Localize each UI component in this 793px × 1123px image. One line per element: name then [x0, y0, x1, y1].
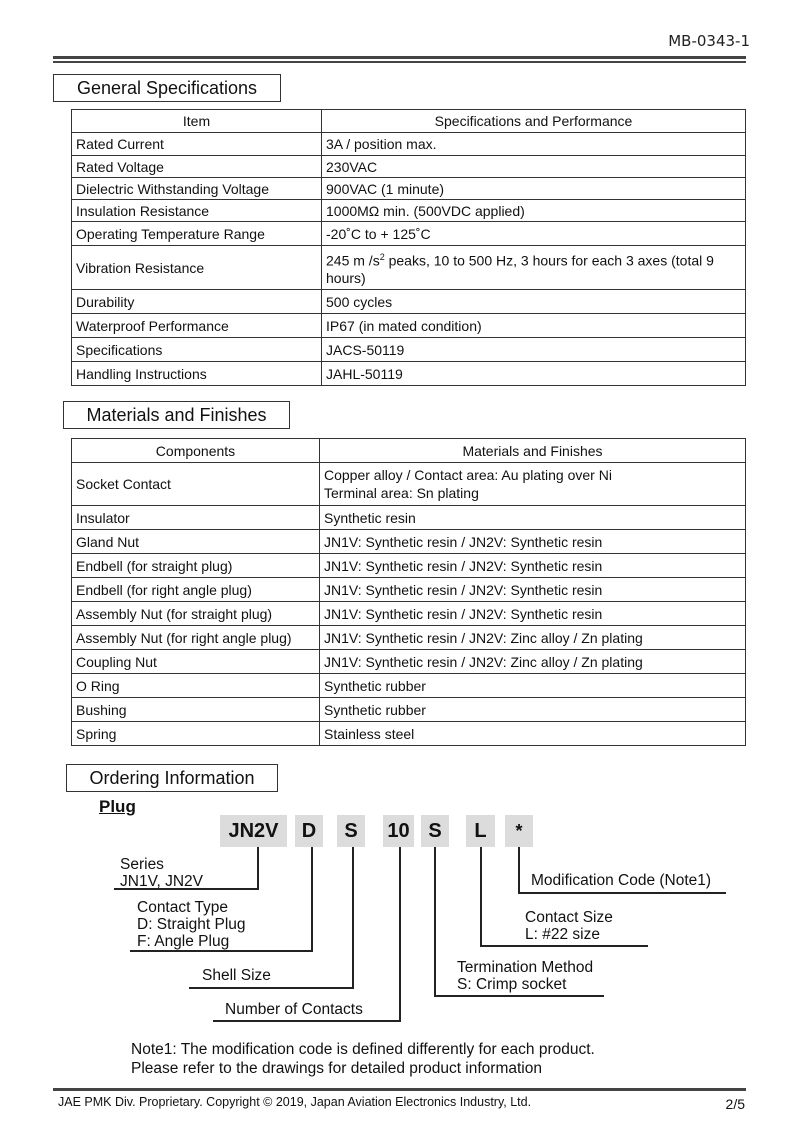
material-value: JN1V: Synthetic resin / JN2V: Zinc alloy / Zn plating — [320, 626, 746, 650]
table-row — [72, 626, 746, 650]
spec-item: Specifications — [72, 338, 322, 362]
code-contact-size: L — [466, 815, 495, 847]
connector-line-contact-size — [480, 945, 648, 947]
column-header: Specifications and Performance — [322, 110, 746, 133]
table-row — [72, 178, 746, 200]
footer-rule — [53, 1088, 746, 1091]
table-row — [72, 290, 746, 314]
spec-item: Insulation Resistance — [72, 200, 322, 222]
document-id: MB-0343-1 — [668, 32, 750, 50]
connector-line-shell-size — [352, 847, 354, 988]
spec-item: Rated Current — [72, 133, 322, 156]
material-value: Synthetic resin — [320, 506, 746, 530]
spec-value: 3A / position max. — [322, 133, 746, 156]
label-line: L: #22 size — [525, 926, 600, 943]
label-line: Termination Method — [457, 959, 594, 976]
section-title-ordering-information — [66, 764, 278, 792]
connector-line-termination-method — [434, 995, 604, 997]
component-name: Assembly Nut (for straight plug) — [72, 602, 320, 626]
component-name: Spring — [72, 722, 320, 746]
connector-line-contact-type — [130, 950, 313, 952]
spec-value: 1000MΩ min. (500VDC applied) — [322, 200, 746, 222]
spec-item: Durability — [72, 290, 322, 314]
component-name: Socket Contact — [72, 463, 320, 506]
spec-item: Operating Temperature Range — [72, 222, 322, 246]
label-series — [120, 856, 203, 890]
ordering-note — [131, 1040, 595, 1078]
material-line: Copper alloy / Contact area: Au plating over Ni — [324, 467, 612, 483]
component-name: Insulator — [72, 506, 320, 530]
label-line: Contact Type — [137, 899, 229, 916]
connector-line-shell-size — [189, 987, 354, 989]
table-row — [72, 578, 746, 602]
footer-copyright: JAE PMK Div. Proprietary. Copyright © 2019, Japan Aviation Electronics Industry, Ltd. — [58, 1095, 532, 1109]
component-name: O Ring — [72, 674, 320, 698]
connector-line-number-of-contacts — [399, 847, 401, 1021]
section-title-text: General Specifications — [76, 77, 258, 98]
section-title-text: Materials and Finishes — [86, 404, 267, 425]
label-line: S: Crimp socket — [457, 976, 567, 993]
spec-value — [322, 246, 746, 290]
connector-line-modification-code — [518, 847, 520, 893]
spec-item: Vibration Resistance — [72, 246, 322, 290]
component-name: Coupling Nut — [72, 650, 320, 674]
connector-line-termination-method — [434, 847, 436, 996]
spec-value-part: 245 m /s — [326, 252, 380, 269]
connector-line-modification-code — [518, 892, 726, 894]
label-termination-method — [457, 959, 593, 993]
spec-value: -20˚C to + 125˚C — [322, 222, 746, 246]
component-name: Assembly Nut (for right angle plug) — [72, 626, 320, 650]
section-title-text: Ordering Information — [89, 767, 255, 788]
component-name: Bushing — [72, 698, 320, 722]
label-line: F: Angle Plug — [137, 933, 230, 950]
section-title-general-specifications — [53, 74, 281, 102]
table-row — [72, 602, 746, 626]
spec-value: 500 cycles — [322, 290, 746, 314]
column-header: Materials and Finishes — [320, 439, 746, 463]
material-line: Terminal area: Sn plating — [324, 485, 479, 501]
connector-line-series — [257, 847, 259, 889]
spec-value-part: peaks, 10 to 500 Hz, 3 hours for each 3 axes (total 9 hours) — [326, 252, 714, 287]
table-row — [72, 156, 746, 178]
label-contact-type — [137, 899, 246, 950]
material-value: JN1V: Synthetic resin / JN2V: Synthetic resin — [320, 530, 746, 554]
code-shell-size: S — [337, 815, 365, 847]
label-line: Shell Size — [202, 967, 271, 984]
table-header-row — [72, 110, 746, 133]
table-row — [72, 674, 746, 698]
connector-line-number-of-contacts — [213, 1020, 401, 1022]
connector-line-contact-size — [480, 847, 482, 946]
component-name: Gland Nut — [72, 530, 320, 554]
header-rule-secondary — [53, 61, 746, 63]
connector-line-contact-type — [311, 847, 313, 951]
column-header: Components — [72, 439, 320, 463]
column-header: Item — [72, 110, 322, 133]
material-value: JN1V: Synthetic resin / JN2V: Synthetic resin — [320, 578, 746, 602]
table-row — [72, 650, 746, 674]
label-shell-size — [202, 967, 271, 984]
section-title-materials-and-finishes — [63, 401, 290, 429]
code-number-of-contacts: 10 — [383, 815, 414, 847]
spec-value: JACS-50119 — [322, 338, 746, 362]
table-row — [72, 222, 746, 246]
note-line: Please refer to the drawings for detailed product information — [131, 1060, 542, 1077]
label-modification-code — [531, 872, 711, 889]
material-value: JN1V: Synthetic resin / JN2V: Synthetic resin — [320, 602, 746, 626]
label-contact-size — [525, 909, 613, 943]
spec-value: 230VAC — [322, 156, 746, 178]
spec-value: IP67 (in mated condition) — [322, 314, 746, 338]
code-modification: * — [505, 815, 533, 847]
material-value: Synthetic rubber — [320, 674, 746, 698]
code-termination-method: S — [421, 815, 449, 847]
label-line: Modification Code (Note1) — [531, 872, 712, 889]
header-rule — [53, 56, 746, 59]
spec-value: 900VAC (1 minute) — [322, 178, 746, 200]
material-value: Stainless steel — [320, 722, 746, 746]
material-value — [320, 463, 746, 506]
materials-table — [71, 438, 746, 746]
spec-item: Handling Instructions — [72, 362, 322, 386]
note-line: Note1: The modification code is defined differently for each product. — [131, 1041, 595, 1058]
label-line: D: Straight Plug — [137, 916, 246, 933]
label-line: Series — [120, 856, 164, 873]
label-line: Number of Contacts — [225, 1001, 363, 1018]
material-value: JN1V: Synthetic resin / JN2V: Synthetic resin — [320, 554, 746, 578]
spec-item: Rated Voltage — [72, 156, 322, 178]
label-line: Contact Size — [525, 909, 613, 926]
general-specifications-table — [71, 109, 746, 386]
plug-subtitle: Plug — [99, 797, 136, 816]
code-contact-type: D — [295, 815, 323, 847]
spec-value: JAHL-50119 — [322, 362, 746, 386]
label-line: JN1V, JN2V — [120, 873, 203, 890]
table-row — [72, 338, 746, 362]
material-value: JN1V: Synthetic resin / JN2V: Zinc alloy / Zn plating — [320, 650, 746, 674]
table-row — [72, 314, 746, 338]
table-row — [72, 554, 746, 578]
code-series: JN2V — [220, 815, 287, 847]
table-row — [72, 506, 746, 530]
component-name: Endbell (for right angle plug) — [72, 578, 320, 602]
page-number: 2/5 — [725, 1096, 745, 1112]
table-row — [72, 200, 746, 222]
table-row — [72, 133, 746, 156]
component-name: Endbell (for straight plug) — [72, 554, 320, 578]
table-header-row — [72, 439, 746, 463]
table-row — [72, 698, 746, 722]
table-row — [72, 530, 746, 554]
label-number-of-contacts — [225, 1001, 363, 1018]
material-value: Synthetic rubber — [320, 698, 746, 722]
spec-item: Waterproof Performance — [72, 314, 322, 338]
spec-item: Dielectric Withstanding Voltage — [72, 178, 322, 200]
table-row — [72, 362, 746, 386]
table-row — [72, 246, 746, 290]
table-row — [72, 463, 746, 506]
superscript: 2 — [379, 251, 385, 262]
table-row — [72, 722, 746, 746]
